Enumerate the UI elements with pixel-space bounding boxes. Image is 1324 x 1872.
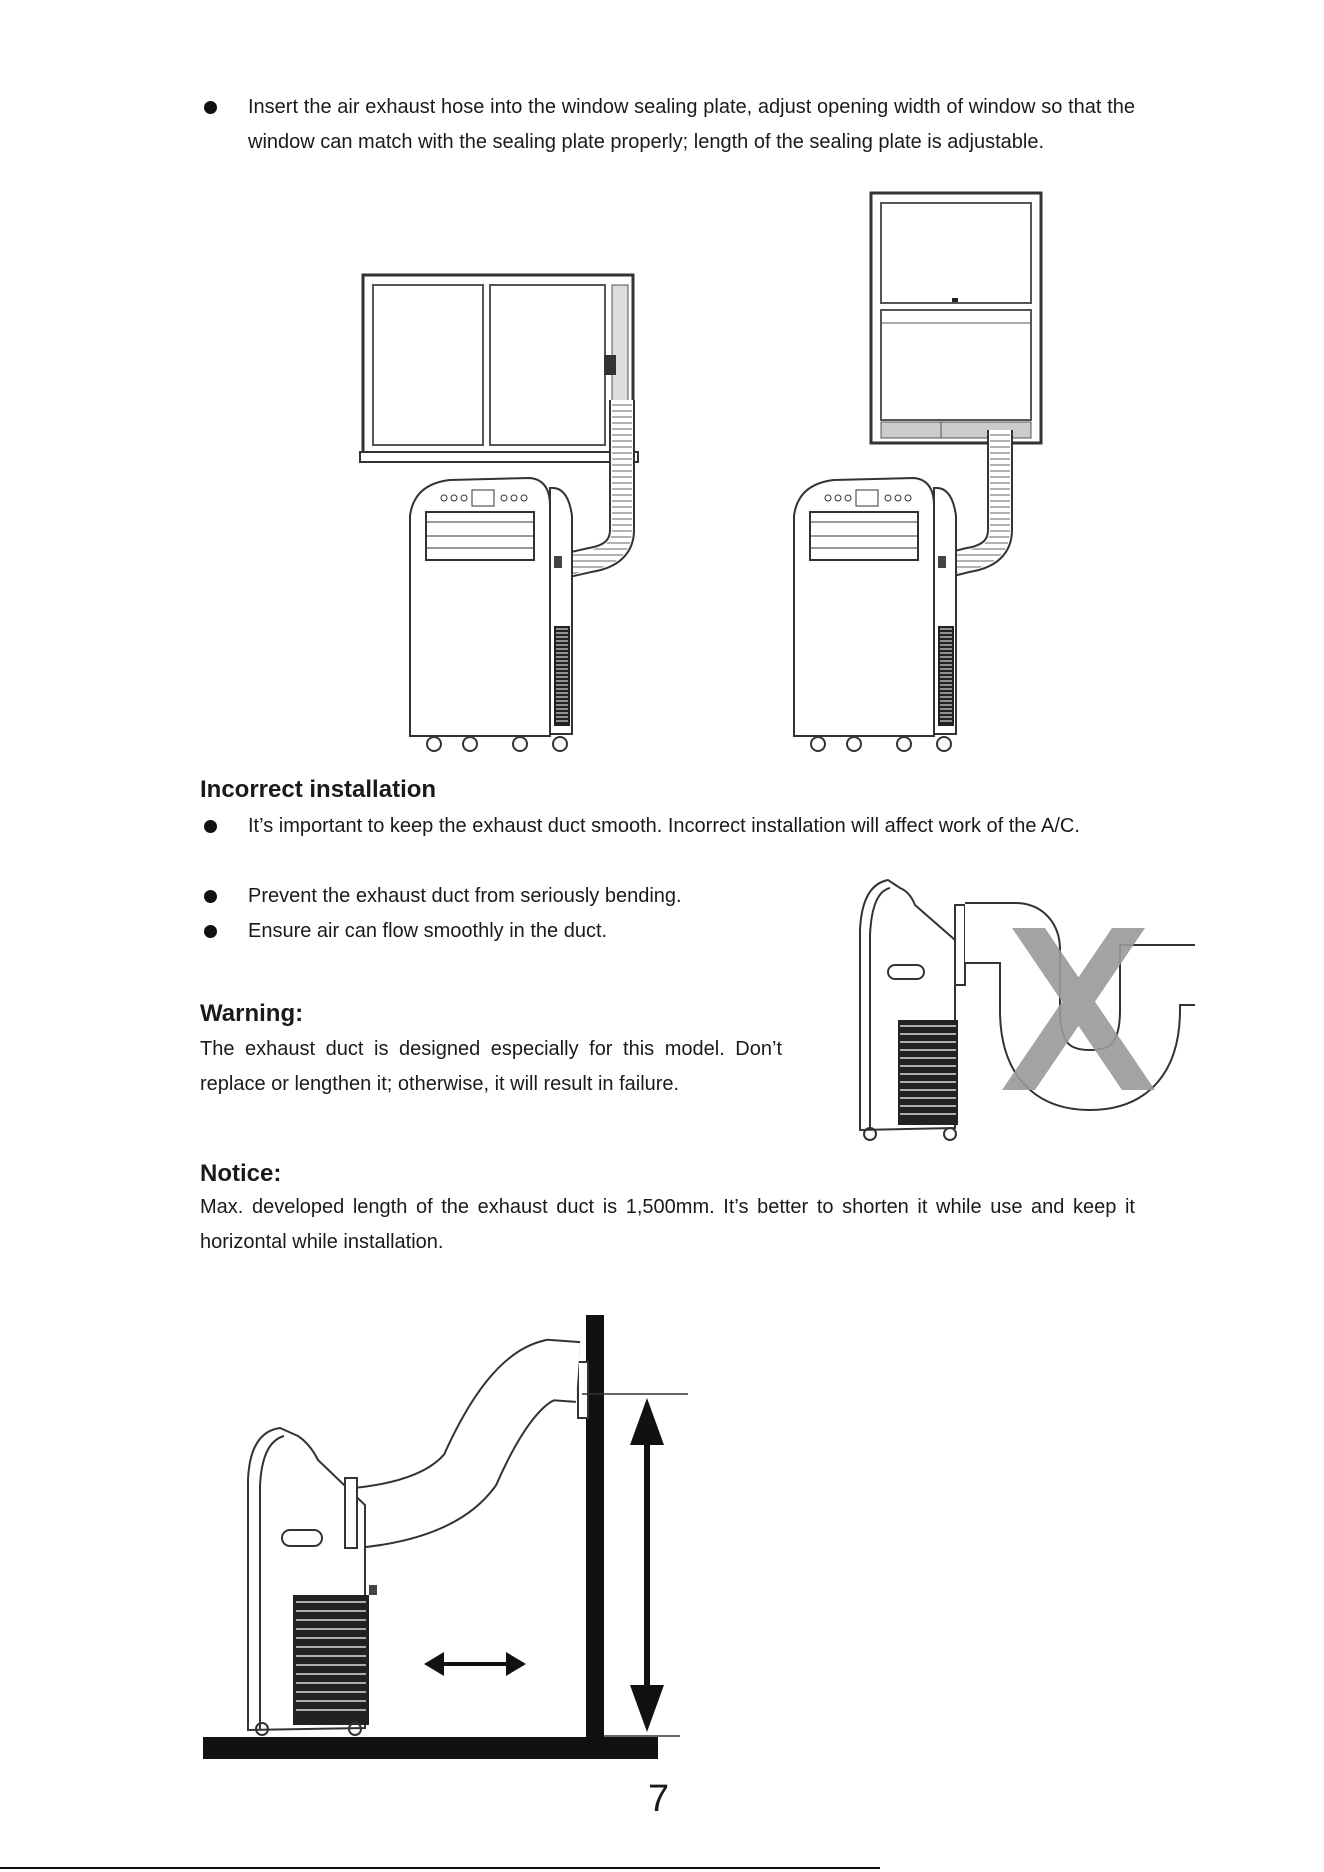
page-number: 7: [648, 1778, 670, 1820]
double-arrow-icon: [424, 1652, 526, 1676]
warning-text: The exhaust duct is designed especially for this model. Don’t replace or lengthen it; otherwise, it will result in failure.: [200, 1038, 782, 1095]
incorrect-heading: Incorrect installation: [200, 776, 437, 803]
incorrect-bullet-text: Prevent the exhaust duct from seriously bending.: [248, 885, 682, 907]
incorrect-bullet-text: It’s important to keep the exhaust duct smooth. Incorrect installation will affect work of the A/C.: [248, 815, 1080, 837]
intro-bullet-text: Insert the air exhaust hose into the window sealing plate, adjust opening width of window so that the window can match with the sealing plate properly; length of the sealing plate is adjustable.: [248, 96, 1135, 153]
portable-ac-side-icon: [248, 1428, 377, 1735]
incorrect-bullet-text: Ensure air can flow smoothly in the duct.: [248, 920, 608, 942]
warning-heading: Warning:: [200, 1000, 304, 1027]
notice-text: Max. developed length of the exhaust duct is 1,500mm. It’s better to shorten it while use and keep it horizontal while installation.: [200, 1196, 1135, 1253]
notice-heading: Notice:: [200, 1160, 282, 1187]
